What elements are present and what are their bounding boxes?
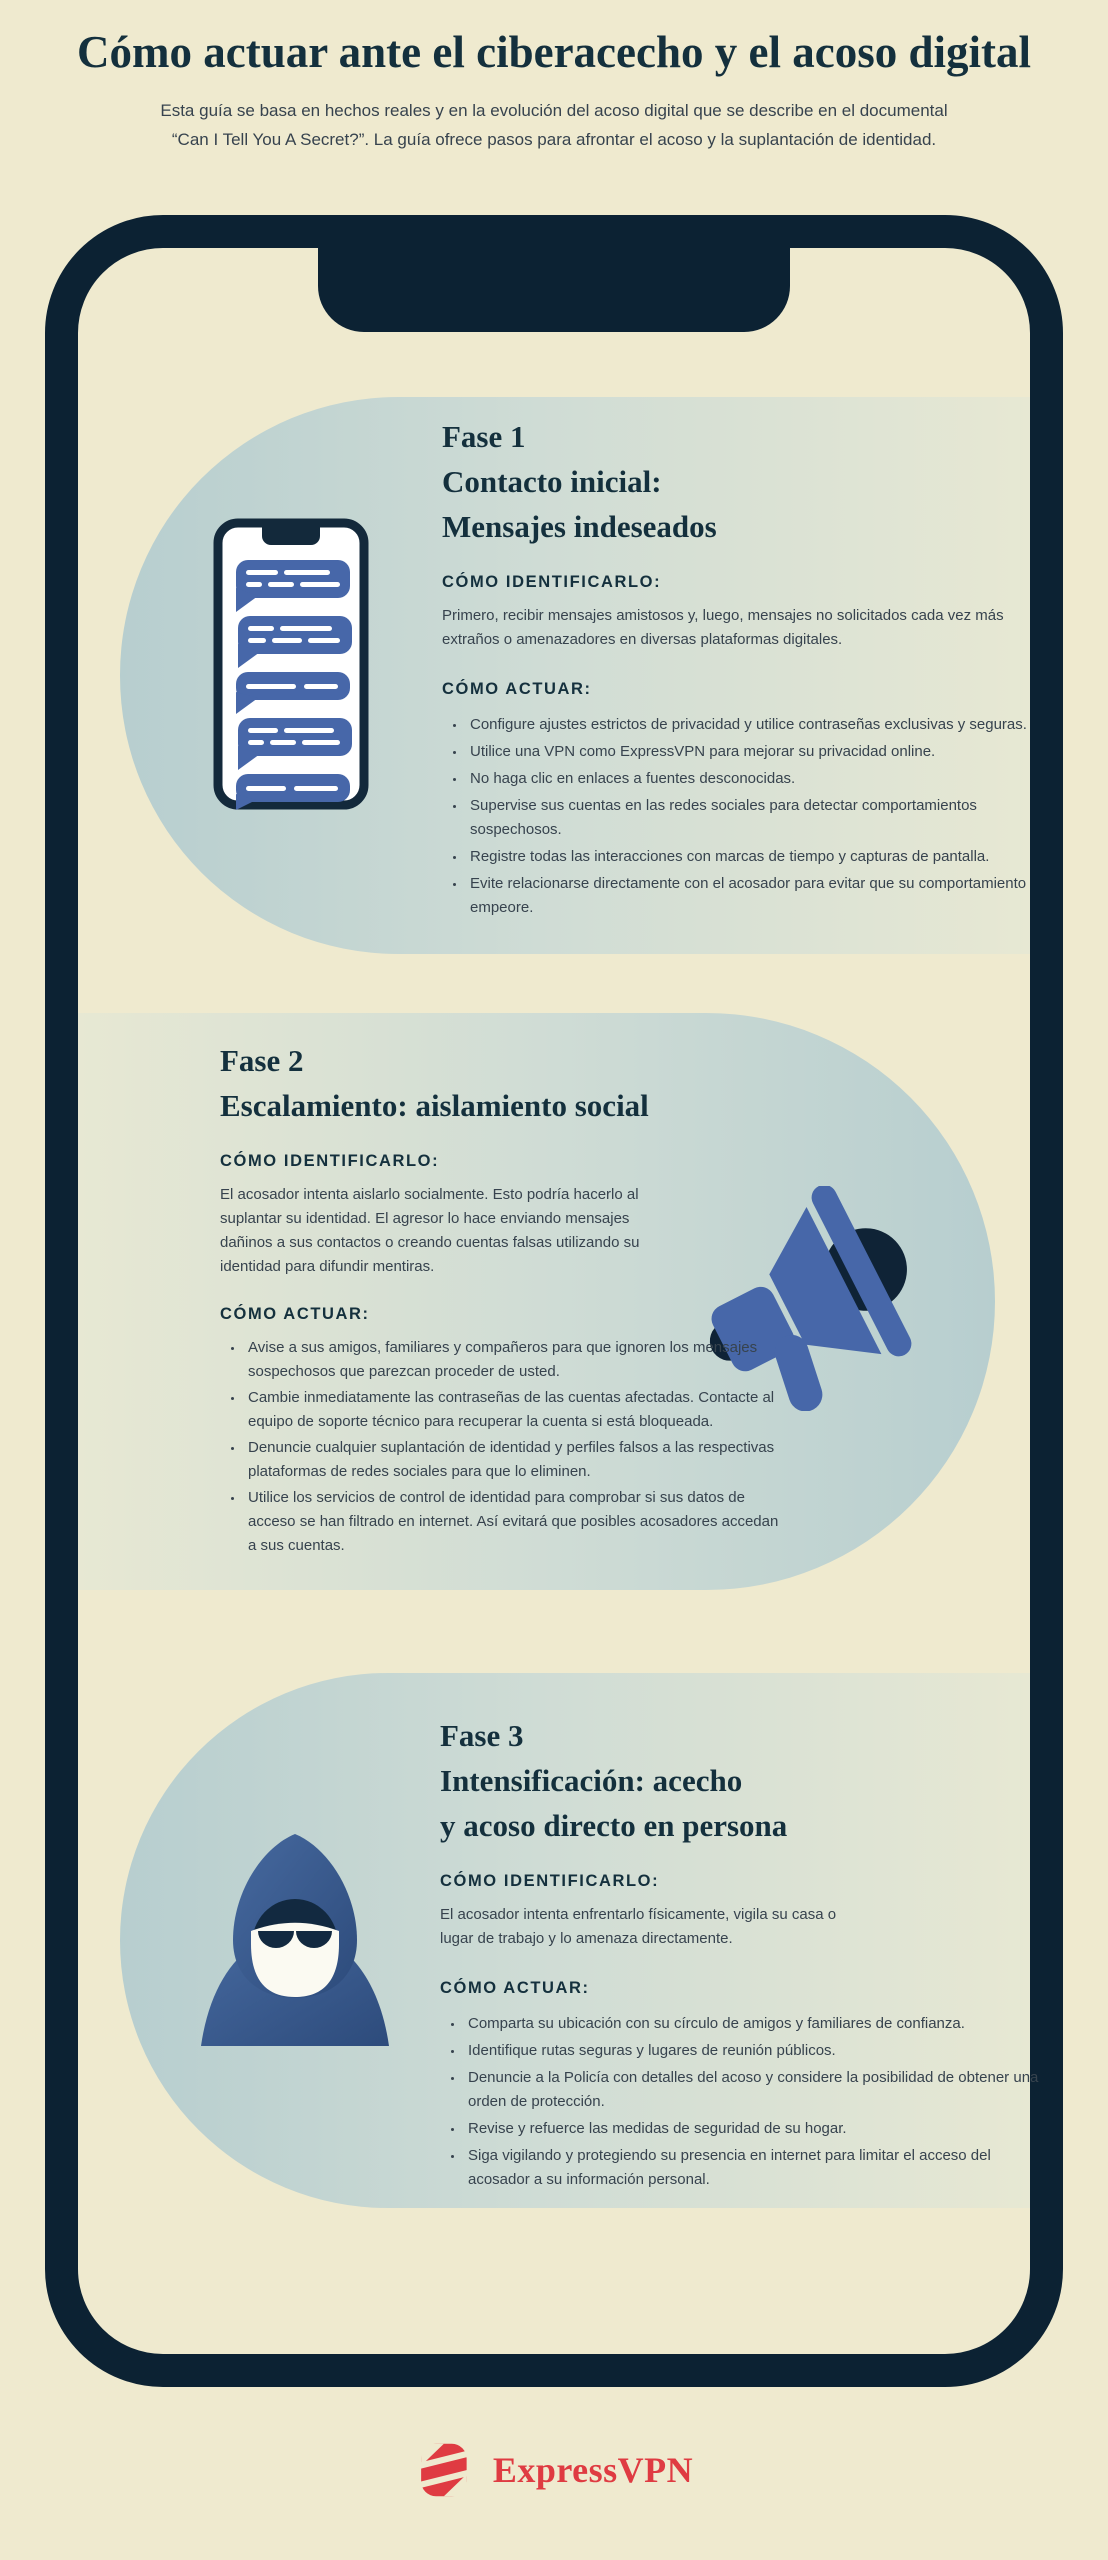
phase-1-title-line: Contacto inicial: [442, 464, 662, 499]
phase-3-title-line: Intensificación: acecho [440, 1763, 743, 1798]
phase-1-title-line: Fase 1 [442, 419, 526, 454]
phase-2-content [220, 1038, 880, 1560]
phase-1-content [442, 414, 1030, 923]
hooded-stalker-icon [188, 1824, 402, 2049]
action-item: • Configure ajustes estrictos de privacidad y utilice contraseñas exclusivas y seguras. [466, 713, 1051, 737]
phase-3-identify-label: CÓMO IDENTIFICARLO: [440, 1872, 660, 1890]
page-title: Cómo actuar ante el ciberacecho y el acoso digital [77, 27, 1031, 77]
phase-1-title [442, 414, 1030, 549]
brand-footer [0, 2440, 1108, 2500]
phase-2-identify-label: CÓMO IDENTIFICARLO: [220, 1152, 440, 1170]
phase-3-title [440, 1713, 1028, 1848]
phase-2-act-label: CÓMO ACTUAR: [220, 1305, 370, 1323]
action-item: • Comparta su ubicación con su círculo de amigos y familiares de confianza. [464, 2012, 1049, 2036]
page-subtitle [0, 96, 1108, 154]
phase-2-title-line: Fase 2 [220, 1043, 304, 1078]
chat-messages-phone-icon [212, 518, 370, 810]
phase-2-title-line: Escalamiento: aislamiento social [220, 1088, 649, 1123]
action-item: • Denuncie cualquier suplantación de identidad y perfiles falsos a las respectivas plataformas de redes sociales para que lo eliminen. [244, 1436, 784, 1484]
phase-2-identify-text: El acosador intenta aislarlo socialmente. Esto podría hacerlo al suplantar su identidad. El agresor lo hace enviando mensajes dañinos a sus contactos o creando cuentas falsas utilizando su identidad para difundir mentiras. [220, 1186, 640, 1275]
action-item: • Utilice los servicios de control de identidad para comprobar si sus datos de acceso se han filtrado en internet. Así evitará que posibles acosadores accedan a sus cuentas. [244, 1486, 784, 1558]
phase-3-action-list [440, 2012, 1049, 2192]
expressvpn-logo-icon [415, 2440, 471, 2500]
action-item: • Denuncie a la Policía con detalles del acoso y considere la posibilidad de obtener una orden de protección. [464, 2066, 1049, 2114]
phase-1-act-label: CÓMO ACTUAR: [442, 680, 592, 698]
phase-2-title [220, 1038, 880, 1128]
action-item: • Revise y refuerce las medidas de seguridad de su hogar. [464, 2117, 1049, 2141]
action-item: • Siga vigilando y protegiendo su presencia en internet para limitar el acceso del acosador a su información personal. [464, 2144, 1049, 2192]
action-item: • Utilice una VPN como ExpressVPN para mejorar su privacidad online. [466, 740, 1051, 764]
action-item: • Identifique rutas seguras y lugares de reunión públicos. [464, 2039, 1049, 2063]
phase-3-title-line: y acoso directo en persona [440, 1808, 788, 1843]
phone-notch [318, 246, 790, 332]
phase-3-identify-text: El acosador intenta enfrentarlo físicamente, vigila su casa o lugar de trabajo y lo amenaza directamente. [440, 1906, 837, 1947]
phase-2-action-list [220, 1336, 784, 1558]
action-item: • Avise a sus amigos, familiares y compañeros para que ignoren los mensajes sospechosos que parezcan proceder de usted. [244, 1336, 784, 1384]
subtitle-line-1: Esta guía se basa en hechos reales y en la evolución del acoso digital que se describe en el documental [160, 101, 948, 120]
subtitle-line-2: “Can I Tell You A Secret?”. La guía ofrece pasos para afrontar el acoso y la suplantación de identidad. [171, 130, 937, 149]
phase-3-content [440, 1713, 1039, 2195]
phase-3-title-line: Fase 3 [440, 1718, 524, 1753]
action-item: • Supervise sus cuentas en las redes sociales para detectar comportamientos sospechosos. [466, 794, 1051, 842]
action-item: • Evite relacionarse directamente con el acosador para evitar que su comportamiento empeore. [466, 872, 1051, 920]
phase-3-act-label: CÓMO ACTUAR: [440, 1979, 590, 1997]
action-item: • Cambie inmediatamente las contraseñas de las cuentas afectadas. Contacte al equipo de soporte técnico para recuperar la cuenta si está bloqueada. [244, 1386, 784, 1434]
phase-1-identify-label: CÓMO IDENTIFICARLO: [442, 573, 662, 591]
action-item: • No haga clic en enlaces a fuentes desconocidas. [466, 767, 1051, 791]
phase-1-title-line: Mensajes indeseados [442, 509, 717, 544]
brand-wordmark: ExpressVPN [492, 2450, 694, 2490]
action-item: • Registre todas las interacciones con marcas de tiempo y capturas de pantalla. [466, 845, 1051, 869]
phase-1-identify-text: Primero, recibir mensajes amistosos y, luego, mensajes no solicitados cada vez más extraños o amenazadores en diversas plataformas digitales. [442, 607, 1004, 648]
phase-1-action-list [442, 713, 1051, 920]
